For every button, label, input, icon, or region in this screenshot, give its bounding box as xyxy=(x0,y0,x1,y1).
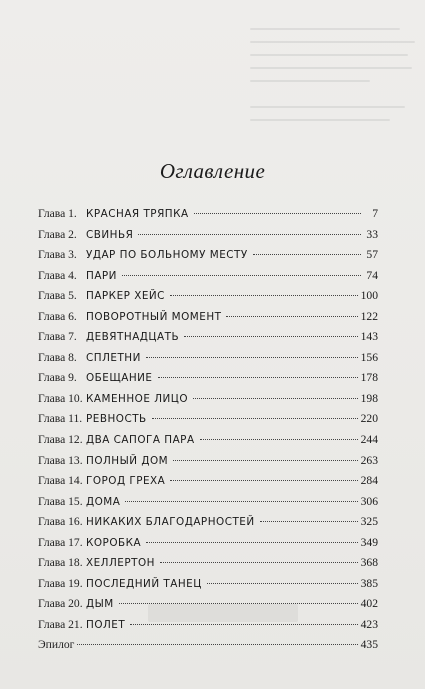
toc-entry-label: Глава 18. xyxy=(38,556,83,570)
toc-entry xyxy=(38,228,378,249)
toc-entry xyxy=(38,207,378,228)
toc-entry-title: ГОРОД ГРЕХА xyxy=(86,475,166,488)
toc-entry-page: 100 xyxy=(360,289,378,303)
toc-entry-page: 284 xyxy=(360,474,378,488)
toc-entry-label: Глава 13. xyxy=(38,453,83,467)
toc-entry xyxy=(38,454,378,475)
toc-entry-page: 33 xyxy=(366,227,378,241)
dot-leader xyxy=(226,316,357,317)
toc-entry-page: 368 xyxy=(360,556,378,570)
toc-entry-title: СПЛЕТНИ xyxy=(86,351,141,364)
dot-leader xyxy=(200,439,358,440)
dot-leader xyxy=(125,501,357,502)
dot-leader xyxy=(253,254,361,255)
dot-leader xyxy=(260,521,358,522)
toc-entry-title: КРАСНАЯ ТРЯПКА xyxy=(86,208,189,220)
toc-entry-title: РЕВНОСТЬ xyxy=(86,413,147,426)
toc-entry-title: ПОЛЕТ xyxy=(86,618,126,631)
toc-entry-label: Глава 20. xyxy=(38,597,83,611)
dot-leader xyxy=(152,418,358,419)
toc-entry xyxy=(38,392,378,413)
dot-leader xyxy=(173,460,357,461)
toc-entry-label: Глава 7. xyxy=(38,330,77,344)
toc-entry-label: Глава 6. xyxy=(38,309,77,323)
toc-entry-page: 349 xyxy=(360,535,378,549)
toc-entry-page: 74 xyxy=(366,268,378,282)
toc-entry-label: Глава 3. xyxy=(38,248,77,262)
dot-leader xyxy=(146,357,358,358)
toc-entry-page: 435 xyxy=(360,638,378,652)
toc-entry-title: НИКАКИХ БЛАГОДАРНОСТЕЙ xyxy=(86,516,255,529)
show-through-text xyxy=(250,28,420,148)
toc-entry-title: ДЕВЯТНАДЦАТЬ xyxy=(86,331,180,344)
toc-entry xyxy=(38,310,378,331)
toc-entry-label: Эпилог xyxy=(38,638,75,652)
toc-entry-label: Глава 9. xyxy=(38,371,77,385)
toc-entry-label: Глава 1. xyxy=(38,207,77,220)
table-of-contents xyxy=(38,207,378,659)
toc-entry xyxy=(38,556,378,577)
toc-entry-title: СВИНЬЯ xyxy=(86,228,134,241)
toc-entry-label: Глава 4. xyxy=(38,268,77,282)
toc-entry-page: 143 xyxy=(360,330,378,344)
dot-leader xyxy=(138,234,361,235)
toc-entry xyxy=(38,638,378,659)
toc-entry-title: ПАРКЕР ХЕЙС xyxy=(86,290,165,303)
toc-entry-title: ПОВОРОТНЫЙ МОМЕНТ xyxy=(86,310,222,323)
toc-entry xyxy=(38,433,378,454)
toc-entry xyxy=(38,577,378,598)
toc-entry-title: ДЫМ xyxy=(86,598,114,611)
dot-leader xyxy=(193,398,358,399)
toc-entry xyxy=(38,412,378,433)
toc-entry-label: Глава 10. xyxy=(38,391,83,405)
toc-entry-title: ОБЕЩАНИЕ xyxy=(86,372,153,385)
dot-leader xyxy=(130,624,357,625)
toc-title: Оглавление xyxy=(159,159,266,183)
toc-entry-page: 178 xyxy=(360,371,378,385)
toc-entry xyxy=(38,330,378,351)
dot-leader xyxy=(207,583,358,584)
toc-entry-page: 7 xyxy=(372,207,378,220)
toc-entry-page: 156 xyxy=(360,350,378,364)
toc-entry xyxy=(38,474,378,495)
toc-entry xyxy=(38,351,378,372)
toc-entry-label: Глава 2. xyxy=(38,227,77,241)
dot-leader xyxy=(160,562,358,563)
toc-entry-title: ПОСЛЕДНИЙ ТАНЕЦ xyxy=(86,577,202,590)
toc-entry xyxy=(38,371,378,392)
print-shadow xyxy=(148,604,298,622)
toc-entry-page: 198 xyxy=(360,391,378,405)
toc-entry-label: Глава 17. xyxy=(38,535,83,549)
toc-entry-title: ПОЛНЫЙ ДОМ xyxy=(86,454,169,467)
toc-entry xyxy=(38,495,378,516)
dot-leader xyxy=(194,213,361,214)
toc-entry-label: Глава 12. xyxy=(38,433,83,447)
toc-entry-page: 57 xyxy=(366,248,378,262)
toc-entry-page: 385 xyxy=(360,576,378,590)
toc-entry-label: Глава 14. xyxy=(38,474,83,488)
toc-entry-label: Глава 8. xyxy=(38,350,77,364)
dot-leader xyxy=(77,644,357,645)
toc-entry-title: ДОМА xyxy=(86,495,121,508)
toc-entry-page: 220 xyxy=(360,412,378,426)
toc-entry-page: 244 xyxy=(360,433,378,447)
dot-leader xyxy=(122,275,361,276)
toc-entry-title: КАМЕННОЕ ЛИЦО xyxy=(86,392,189,405)
toc-entry xyxy=(38,289,378,310)
toc-entry-label: Глава 11. xyxy=(38,412,83,426)
toc-entry-title: КОРОБКА xyxy=(86,536,142,549)
toc-entry xyxy=(38,536,378,557)
dot-leader xyxy=(170,295,358,296)
dot-leader xyxy=(158,377,358,378)
toc-entry-label: Глава 16. xyxy=(38,515,83,529)
dot-leader xyxy=(146,542,357,543)
dot-leader xyxy=(184,336,358,337)
toc-entry-page: 263 xyxy=(360,453,378,467)
toc-entry-page: 325 xyxy=(360,515,378,529)
toc-entry-title: ХЕЛЛЕРТОН xyxy=(86,557,155,570)
toc-entry-title: ДВА САПОГА ПАРА xyxy=(86,434,195,447)
toc-entry-label: Глава 21. xyxy=(38,617,83,631)
toc-entry-title: УДАР ПО БОЛЬНОМУ МЕСТУ xyxy=(86,249,248,262)
dot-leader xyxy=(170,480,357,481)
toc-entry-page: 423 xyxy=(360,617,378,631)
toc-entry-title: ПАРИ xyxy=(86,269,117,282)
toc-entry-page: 306 xyxy=(360,494,378,508)
toc-entry-page: 122 xyxy=(360,309,378,323)
toc-entry xyxy=(38,269,378,290)
toc-entry-label: Глава 5. xyxy=(38,289,77,303)
toc-entry xyxy=(38,515,378,536)
toc-entry-label: Глава 15. xyxy=(38,494,83,508)
toc-entry-label: Глава 19. xyxy=(38,576,83,590)
toc-entry xyxy=(38,248,378,269)
toc-entry-page: 402 xyxy=(360,597,378,611)
